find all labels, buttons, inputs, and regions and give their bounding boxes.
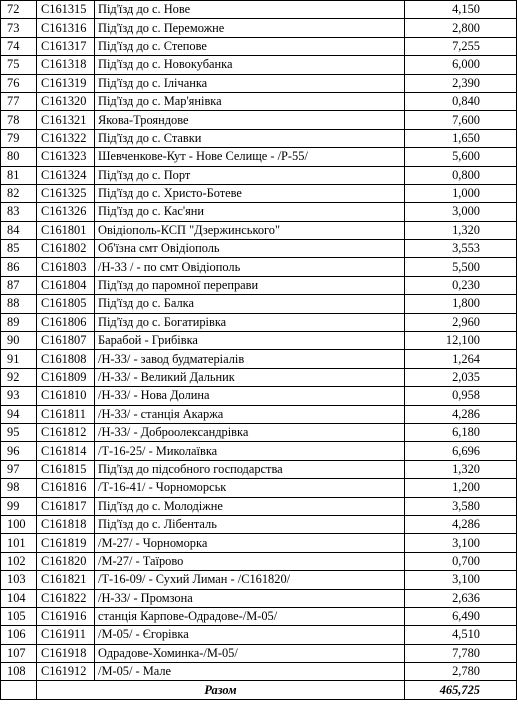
row-number: 95 [1, 423, 37, 441]
road-name: Під'їзд до с. Ілічанка [95, 74, 405, 92]
total-row [1, 681, 517, 699]
table-body [1, 1, 517, 700]
table-row [1, 423, 517, 441]
table-row [1, 148, 517, 166]
road-length: 2,960 [405, 313, 517, 331]
road-code: C161912 [37, 663, 95, 681]
road-name: /Н-33 / - по смт Овідіополь [95, 258, 405, 276]
row-number: 72 [1, 1, 37, 19]
row-number: 102 [1, 552, 37, 570]
row-number: 84 [1, 221, 37, 239]
road-name: /Н-33/ - завод будматеріалів [95, 350, 405, 368]
road-name: /Т-16-41/ - Чорноморськ [95, 479, 405, 497]
road-name: Під'їзд до с. Нове [95, 1, 405, 19]
total-value: 465,725 [405, 681, 517, 699]
road-length: 3,100 [405, 571, 517, 589]
table-row [1, 37, 517, 55]
road-name: Під'їзд до с. Мар'янівка [95, 92, 405, 110]
road-code: C161318 [37, 56, 95, 74]
road-length: 3,553 [405, 240, 517, 258]
road-name: Шевченкове-Кут - Нове Селище - /Р-55/ [95, 148, 405, 166]
road-length: 0,958 [405, 387, 517, 405]
road-code: C161807 [37, 332, 95, 350]
road-length: 5,500 [405, 258, 517, 276]
road-code: C161317 [37, 37, 95, 55]
row-number: 78 [1, 111, 37, 129]
road-code: C161816 [37, 479, 95, 497]
road-name: /Т-16-25/ - Миколаївка [95, 442, 405, 460]
table-row [1, 240, 517, 258]
road-name: /М-27/ - Таїрово [95, 552, 405, 570]
row-number: 100 [1, 515, 37, 533]
road-name: Під'їзд до с. Порт [95, 166, 405, 184]
table-row [1, 350, 517, 368]
road-code: C161801 [37, 221, 95, 239]
row-number: 80 [1, 148, 37, 166]
row-number: 92 [1, 368, 37, 386]
road-name: Під'їзд до с. Ставки [95, 129, 405, 147]
road-length: 1,800 [405, 295, 517, 313]
road-length: 3,000 [405, 203, 517, 221]
road-name: Якова-Трояндове [95, 111, 405, 129]
road-name: /Н-33/ - станція Акаржа [95, 405, 405, 423]
table-row [1, 515, 517, 533]
road-code: C161821 [37, 571, 95, 589]
road-length: 7,780 [405, 644, 517, 662]
road-code: C161325 [37, 184, 95, 202]
road-name: Під'їзд до с. Новокубанка [95, 56, 405, 74]
road-code: C161822 [37, 589, 95, 607]
row-number: 104 [1, 589, 37, 607]
row-number: 106 [1, 626, 37, 644]
table-row [1, 19, 517, 37]
row-number: 77 [1, 92, 37, 110]
table-row [1, 56, 517, 74]
table-row [1, 129, 517, 147]
road-code: C161321 [37, 111, 95, 129]
table-row [1, 534, 517, 552]
table-row [1, 571, 517, 589]
road-code: C161316 [37, 19, 95, 37]
road-name: Під'їзд до с. Богатирівка [95, 313, 405, 331]
road-code: C161803 [37, 258, 95, 276]
road-code: C161806 [37, 313, 95, 331]
road-name: /М-05/ - Єгорівка [95, 626, 405, 644]
row-number: 93 [1, 387, 37, 405]
table-row [1, 626, 517, 644]
road-code: C161324 [37, 166, 95, 184]
road-name: /М-05/ - Мале [95, 663, 405, 681]
road-length: 0,700 [405, 552, 517, 570]
road-name: /Н-33/ - Доброолександрівка [95, 423, 405, 441]
road-code: C161815 [37, 460, 95, 478]
road-code: C161814 [37, 442, 95, 460]
table-row [1, 166, 517, 184]
road-code: C161918 [37, 644, 95, 662]
table-row [1, 221, 517, 239]
table-row [1, 258, 517, 276]
table-row [1, 405, 517, 423]
row-number: 96 [1, 442, 37, 460]
row-number: 74 [1, 37, 37, 55]
road-length: 2,780 [405, 663, 517, 681]
road-length: 4,510 [405, 626, 517, 644]
row-number: 94 [1, 405, 37, 423]
row-number: 99 [1, 497, 37, 515]
road-length: 3,580 [405, 497, 517, 515]
table-row [1, 387, 517, 405]
road-name: Під'їзд до паромної переправи [95, 276, 405, 294]
road-name: Одрадове-Хоминка-/М-05/ [95, 644, 405, 662]
row-number: 76 [1, 74, 37, 92]
road-code: C161819 [37, 534, 95, 552]
road-name: станція Карпове-Одрадове-/М-05/ [95, 607, 405, 625]
table-row [1, 332, 517, 350]
row-number: 105 [1, 607, 37, 625]
road-length: 7,600 [405, 111, 517, 129]
road-code: C161804 [37, 276, 95, 294]
road-length: 7,255 [405, 37, 517, 55]
road-length: 1,650 [405, 129, 517, 147]
row-number: 85 [1, 240, 37, 258]
road-length: 6,696 [405, 442, 517, 460]
table-row [1, 460, 517, 478]
road-code: C161811 [37, 405, 95, 423]
road-name: /М-27/ - Чорноморка [95, 534, 405, 552]
row-number: 90 [1, 332, 37, 350]
table-row [1, 644, 517, 662]
table-row [1, 1, 517, 19]
road-code: C161810 [37, 387, 95, 405]
road-length: 4,286 [405, 515, 517, 533]
road-length: 2,636 [405, 589, 517, 607]
table-row [1, 313, 517, 331]
road-length: 2,035 [405, 368, 517, 386]
row-number: 86 [1, 258, 37, 276]
row-number: 88 [1, 295, 37, 313]
road-length: 0,230 [405, 276, 517, 294]
road-code: C161802 [37, 240, 95, 258]
road-code: C161323 [37, 148, 95, 166]
road-length: 4,286 [405, 405, 517, 423]
road-name: Під'їзд до с. Степове [95, 37, 405, 55]
road-code: C161812 [37, 423, 95, 441]
road-length: 6,180 [405, 423, 517, 441]
road-code: C161809 [37, 368, 95, 386]
road-length: 1,320 [405, 460, 517, 478]
road-length: 6,000 [405, 56, 517, 74]
road-name: Під'їзд до с. Переможне [95, 19, 405, 37]
road-name: /Н-33/ - Великий Дальник [95, 368, 405, 386]
table-row [1, 111, 517, 129]
road-code: C161916 [37, 607, 95, 625]
row-number: 73 [1, 19, 37, 37]
road-name: Об'їзна смт Овідіополь [95, 240, 405, 258]
road-code: C161818 [37, 515, 95, 533]
total-label: Разом [37, 681, 405, 699]
road-code: C161805 [37, 295, 95, 313]
row-number: 91 [1, 350, 37, 368]
table-row [1, 295, 517, 313]
road-code: C161315 [37, 1, 95, 19]
row-number: 108 [1, 663, 37, 681]
table-row [1, 607, 517, 625]
table-row [1, 479, 517, 497]
total-empty-cell [1, 681, 37, 699]
road-code: C161911 [37, 626, 95, 644]
road-length: 12,100 [405, 332, 517, 350]
road-length: 1,000 [405, 184, 517, 202]
table-row [1, 184, 517, 202]
road-code: C161820 [37, 552, 95, 570]
road-name: Під'їзд до с. Лібенталь [95, 515, 405, 533]
row-number: 81 [1, 166, 37, 184]
road-code: C161322 [37, 129, 95, 147]
road-code: C161326 [37, 203, 95, 221]
row-number: 79 [1, 129, 37, 147]
table-row [1, 663, 517, 681]
road-code: C161817 [37, 497, 95, 515]
row-number: 107 [1, 644, 37, 662]
row-number: 83 [1, 203, 37, 221]
road-name: Під'їзд до с. Христо-Ботеве [95, 184, 405, 202]
table-row [1, 74, 517, 92]
road-length: 2,800 [405, 19, 517, 37]
row-number: 75 [1, 56, 37, 74]
road-length: 0,840 [405, 92, 517, 110]
road-length: 1,200 [405, 479, 517, 497]
road-name: Овідіополь-КСП "Дзержинського" [95, 221, 405, 239]
road-code: C161319 [37, 74, 95, 92]
row-number: 103 [1, 571, 37, 589]
row-number: 89 [1, 313, 37, 331]
road-code: C161320 [37, 92, 95, 110]
road-name: Під'їзд до с. Молодіжне [95, 497, 405, 515]
road-name: Під'їзд до с. Балка [95, 295, 405, 313]
road-length: 4,150 [405, 1, 517, 19]
road-length: 3,100 [405, 534, 517, 552]
row-number: 98 [1, 479, 37, 497]
road-name: Під'їзд до с. Кас'яни [95, 203, 405, 221]
row-number: 82 [1, 184, 37, 202]
road-length: 1,320 [405, 221, 517, 239]
road-length: 0,800 [405, 166, 517, 184]
road-name: /Т-16-09/ - Сухий Лиман - /С161820/ [95, 571, 405, 589]
road-name: Барабой - Грибівка [95, 332, 405, 350]
road-name: Під'їзд до підсобного господарства [95, 460, 405, 478]
table-row [1, 589, 517, 607]
road-code: C161808 [37, 350, 95, 368]
road-length: 2,390 [405, 74, 517, 92]
row-number: 101 [1, 534, 37, 552]
table-row [1, 442, 517, 460]
table-row [1, 92, 517, 110]
road-length: 6,490 [405, 607, 517, 625]
table-row [1, 368, 517, 386]
table-row [1, 276, 517, 294]
row-number: 97 [1, 460, 37, 478]
row-number: 87 [1, 276, 37, 294]
table-row [1, 552, 517, 570]
road-length: 5,600 [405, 148, 517, 166]
table-row [1, 497, 517, 515]
road-length: 1,264 [405, 350, 517, 368]
road-name: /Н-33/ - Промзона [95, 589, 405, 607]
table-row [1, 203, 517, 221]
road-name: /Н-33/ - Нова Долина [95, 387, 405, 405]
